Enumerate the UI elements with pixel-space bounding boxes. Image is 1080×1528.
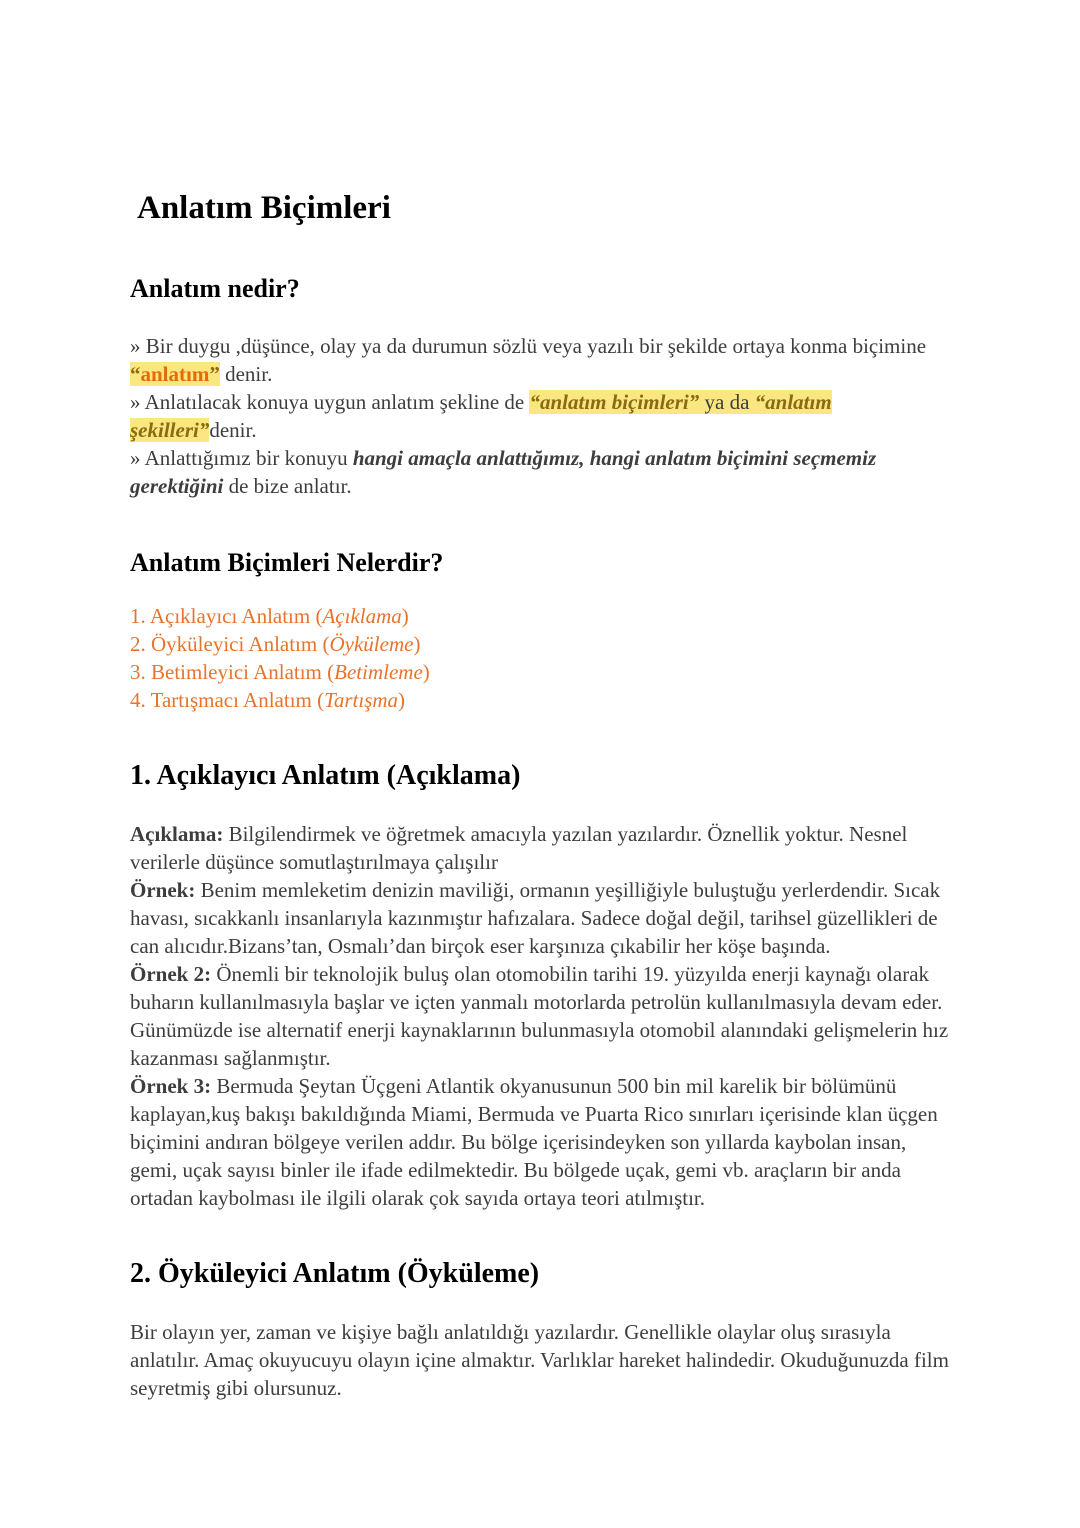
- text-run: Bir olayın yer, zaman ve kişiye bağlı anlatıldığı yazılardır. Genellikle olaylar oluş sırasıyla anlatılır. Amaç okuyucuyu olayın içine almaktır. Varlıklar hareket halindedir. Okuduğunuzda film seyretmiş gibi olursunuz.: [130, 1320, 949, 1400]
- types-heading: Anlatım Biçimleri Nelerdir?: [130, 548, 444, 577]
- text-run: hangi amaçla anlattığımız, hangi anlatım biçimini seçmemiz gerektiğini: [130, 446, 877, 498]
- paragraph: [130, 444, 950, 500]
- text-run: Açıklama: [322, 604, 402, 628]
- paragraph: [130, 686, 950, 714]
- section1-paragraphs: [130, 820, 950, 1212]
- paragraph: [130, 332, 950, 388]
- text-run: Betimleme: [334, 660, 423, 684]
- paragraph: [130, 602, 950, 630]
- text-run: “: [130, 362, 141, 386]
- text-run: Örnek:: [130, 878, 196, 902]
- paragraph: [130, 960, 950, 1072]
- page-title: Anlatım Biçimleri: [137, 190, 391, 226]
- text-run: ”: [209, 362, 220, 386]
- text-run: Örnek 2:: [130, 962, 212, 986]
- section2-paragraphs: [130, 1318, 950, 1402]
- section-intro: [130, 274, 950, 500]
- paragraph: [130, 1318, 950, 1402]
- text-run: Önemli bir teknolojik buluş olan otomobilin tarihi 19. yüzyılda enerji kaynağı olarak buharın kullanılmasıyla başlar ve içten yanmalı motorlarda petrolün kullanılmasıyla devam eder. Günümüzde ise alternatif enerji kaynaklarının bulunmasıyla otomobil alanındaki gelişmelerin hız kazanması sağlanmıştır.: [130, 962, 949, 1070]
- text-run: 4. Tartışmacı Anlatım (: [130, 688, 325, 712]
- paragraph: [130, 1072, 950, 1212]
- paragraph: [130, 876, 950, 960]
- text-run: ): [413, 632, 421, 656]
- section2-heading: 2. Öyküleyici Anlatım (Öyküleme): [130, 1258, 540, 1289]
- text-run: Benim memleketim denizin maviliği, ormanın yeşilliğiyle buluştuğu yerlerdendir. Sıcak havası, sıcakkanlı insanlarıyla kazınmıştır hafızalara. Sadece doğal değil, tarihsel güzellikleri de can alıcıdır.Bizans’tan, Osmalı’dan birçok eser karşınıza çıkabilir her köşe başında.: [130, 878, 941, 958]
- text-run: » Anlattığımız bir konuyu: [130, 446, 353, 470]
- text-run: Örnek 3:: [130, 1074, 212, 1098]
- paragraph: [130, 388, 950, 444]
- section-types-list: [130, 548, 950, 714]
- text-run: 2. Öyküleyici Anlatım (: [130, 632, 330, 656]
- intro-paragraphs: [130, 332, 950, 500]
- text-run: » Anlatılacak konuya uygun anlatım şekline de: [130, 390, 530, 414]
- text-run: ): [422, 660, 430, 684]
- text-run: Öyküleme: [329, 632, 414, 656]
- text-run: ): [401, 604, 409, 628]
- text-run: » Bir duygu ,düşünce, olay ya da durumun sözlü veya yazılı bir şekilde ortaya konma biçimine: [130, 334, 927, 358]
- text-run: anlatım: [140, 362, 210, 386]
- text-run: Tartışma: [324, 688, 399, 712]
- text-run: denir.: [219, 362, 273, 386]
- text-run: ): [398, 688, 406, 712]
- text-run: de bize anlatır.: [223, 474, 352, 498]
- text-run: denir.: [209, 418, 257, 442]
- text-run: Bilgilendirmek ve öğretmek amacıyla yazılan yazılardır. Öznellik yoktur. Nesnel verilerle düşünce somutlaştırılmaya çalışılır: [130, 822, 908, 874]
- paragraph: [130, 630, 950, 658]
- text-run: “anlatım şekilleri”: [130, 390, 832, 442]
- text-run: ya da: [699, 390, 755, 414]
- text-run: “anlatım biçimleri”: [529, 390, 700, 414]
- section-oykuleyici: [130, 1258, 950, 1402]
- section-aciklayici: [130, 760, 950, 1212]
- text-run: Açıklama:: [130, 822, 224, 846]
- paragraph: [130, 820, 950, 876]
- paragraph: [130, 658, 950, 686]
- section1-heading: 1. Açıklayıcı Anlatım (Açıklama): [130, 760, 521, 791]
- intro-heading: Anlatım nedir?: [130, 274, 300, 303]
- text-run: 1. Açıklayıcı Anlatım (: [130, 604, 323, 628]
- types-list: [130, 602, 950, 714]
- text-run: Bermuda Şeytan Üçgeni Atlantik okyanusunun 500 bin mil karelik bir bölümünü kaplayan,kuş bakışı bakıldığında Miami, Bermuda ve Puarta Rico sınırları içerisinde klan üçgen biçimini andıran bölgeye verilen addır. Bu bölge içerisindeyken son yıllarda kaybolan insan, gemi, uçak sayısı binler ile ifade edilmektedir. Bu bölgede uçak, gemi vb. araçların bir anda ortadan kaybolması ile ilgili olarak çok sayıda ortaya teori atılmıştır.: [130, 1074, 938, 1210]
- text-run: 3. Betimleyici Anlatım (: [130, 660, 335, 684]
